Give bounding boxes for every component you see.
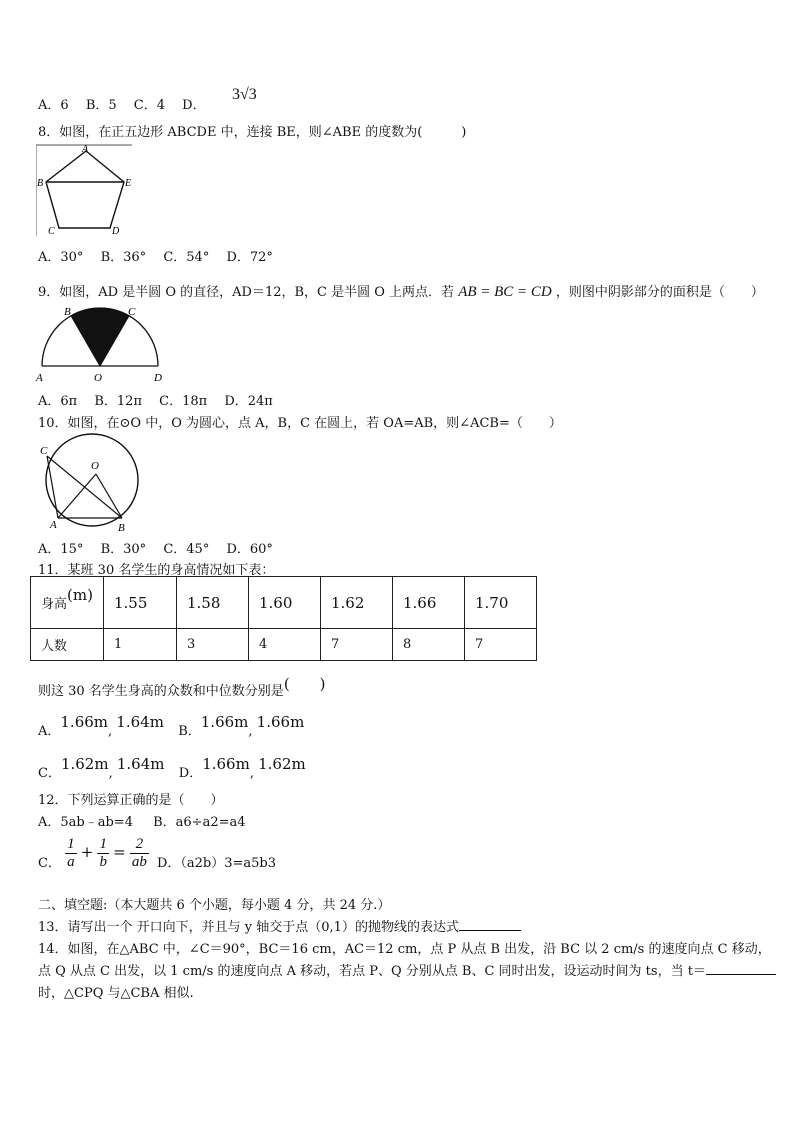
q11-height-cell: 1.55 [104,577,177,629]
q11-option-a-mode: 1.66m [60,713,109,731]
q9-label-o: O [94,372,102,384]
q12-fraction-2-denominator: b [99,854,107,870]
q10-options [38,538,273,557]
q8-pentagon-figure [36,144,136,236]
q8-option-c: C．54° [163,250,210,265]
q12-plus-sign: + [80,843,94,861]
q14-line-3: 时，△CPQ 与△CBA 相似. [38,986,194,1001]
q7-option-a: A．6 [38,98,69,113]
q8-option-d: D．72° [226,250,273,265]
q9-label-b: B [64,306,71,318]
q12-option-c-letter: C． [38,856,61,871]
q10-label-a: A [50,519,57,531]
q13-question [38,916,521,935]
q8-label-b: B [37,178,44,189]
q11-question [38,675,326,700]
q11-options-row1: A．1.66m, 1.64m B．1.66m, 1.66m [38,713,305,739]
q7-option-d: D． [182,98,206,113]
q9-stem-post: ，则图中阴影部分的面积是（ ） [555,285,764,300]
q9-option-d: D．24π [224,394,273,409]
q12-fraction-3-denominator: ab [131,854,147,870]
q11-options-row2: C．1.62m, 1.64m D．1.66m, 1.62m [38,755,306,781]
q9-shaded-sector [71,308,129,366]
q7-options [38,94,206,113]
q11-option-a-letter: A． [38,724,61,739]
q9-label-d: D [154,372,162,384]
q11-height-cell: 1.62 [321,577,393,629]
q10-option-d: D．60° [226,542,273,557]
q10-label-b: B [118,522,125,534]
q14-answer-blank[interactable] [706,961,776,975]
q8-label-d: D [112,226,120,236]
q12-fraction-1 [65,836,77,871]
q10-option-a: A．15° [38,542,84,557]
q8-label-c: C [48,226,55,236]
q8-label-a: A [82,144,89,155]
q14-line-1: 14．如图，在△ABC 中，∠C＝90°，BC＝16 cm，AC＝12 cm，点 P 从点 B 出发，沿 BC 以 2 cm/s 的速度向点 C 移动， [38,942,771,957]
q10-circle [46,434,138,526]
q9-label-c: C [128,306,136,318]
q8-option-b: B．36° [100,250,147,265]
q14-line-2 [38,960,776,979]
q9-label-a: A [36,372,43,384]
q10-option-c: C．45° [163,542,210,557]
q9-options [38,390,273,409]
q8-stem: 8．如图，在正五边形 ABCDE 中，连接 BE，则∠ABE 的度数为( ) [38,125,467,140]
q13-answer-blank[interactable] [459,917,521,931]
q12-fraction-2-numerator: 1 [99,836,107,852]
q11-option-b-median: 1.66m [256,713,305,731]
q11-option-d-mode: 1.66m [202,755,250,773]
q11-height-table [30,576,537,661]
q10-option-b: B．30° [100,542,147,557]
q11-option-c-mode: 1.62m [60,755,109,773]
q14-line-2-text: 点 Q 从点 C 出发，以 1 cm/s 的速度向点 A 移动，若点 P、Q 分别从点 B、C 同时出发，设运动时间为 ts，当 t＝ [38,964,706,979]
q12-options-row2 [38,836,276,871]
q12-fraction-3 [130,836,149,871]
q11-height-cell: 1.70 [465,577,537,629]
q8-options [38,246,273,265]
section-2-heading: 二、填空题:（本大题共 6 个小题，每小题 4 分，共 24 分.） [38,898,391,913]
q12-fraction-2 [97,836,109,871]
q8-option-a: A．30° [38,250,84,265]
q11-height-cell: 1.60 [249,577,321,629]
q12-option-d: D．（a2b）3=a5b3 [156,856,276,871]
q12-fraction-3-numerator: 2 [130,836,149,854]
q11-count-cell: 4 [249,629,321,661]
q9-option-a: A．6π [38,394,78,409]
q11-count-cell: 7 [321,629,393,661]
q12-option-b: B．a6÷a2=a4 [153,815,246,830]
q11-option-b-mode: 1.66m [200,713,249,731]
q12-fraction-1-numerator: 1 [67,836,75,852]
q9-option-c: C．18π [159,394,208,409]
q11-height-cell: 1.66 [393,577,465,629]
q7-option-c: C．4 [133,98,165,113]
q10-label-o: O [91,460,99,472]
q10-circle-figure [36,432,148,534]
q9-stem [38,281,764,301]
q11-option-d-letter: D． [178,766,203,781]
q11-question-text: 则这 30 名学生身高的众数和中位数分别是 [38,684,284,699]
q11-height-label: 身高 [41,597,68,612]
q10-label-c: C [40,445,48,457]
q10-stem: 10．如图，在⊙O 中，O 为圆心，点 A，B，C 在圆上，若 OA=AB，则∠ACB=（ ） [38,416,562,431]
q11-option-b-letter: B． [178,724,201,739]
q11-count-cell: 7 [465,629,537,661]
q7-option-b: B．5 [85,98,117,113]
q12-fraction-1-denominator: a [67,854,75,870]
q11-count-cell: 3 [177,629,249,661]
q11-count-cell: 8 [393,629,465,661]
q11-question-paren: ( ) [283,675,326,693]
q9-option-b: B．12π [94,394,142,409]
q11-height-cell: 1.58 [177,577,249,629]
q11-option-a-median: 1.64m [116,713,164,731]
q11-count-cell: 1 [104,629,177,661]
q9-stem-math: AB = BC = CD [458,284,552,300]
q11-row-label-height [31,577,104,629]
q11-stem: 11．某班 30 名学生的身高情况如下表： [38,563,275,578]
table-row [31,629,537,661]
q11-height-unit: (m) [67,586,93,604]
q11-option-c-median: 1.64m [116,755,165,773]
q12-option-a: A．5ab﹣ab=4 [38,815,133,830]
q12-stem: 12．下列运算正确的是（ ） [38,793,224,808]
q8-pentagon [46,151,124,228]
q8-label-e: E [125,178,132,189]
q12-options-row1 [38,811,246,830]
q9-stem-pre: 9．如图，AD 是半圆 O 的直径，AD＝12，B，C 是半圆 O 上两点．若 [38,285,455,300]
q12-equals-sign: = [113,843,126,861]
q13-text: 13．请写出一个 开口向下，并且与 y 轴交于点（0,1）的抛物线的表达式 [38,920,459,935]
q7-option-d-value: 3√3 [232,86,257,103]
q11-row-label-count: 人数 [31,629,104,661]
q11-option-c-letter: C． [38,766,61,781]
q11-option-d-median: 1.62m [258,755,306,773]
q9-semicircle-figure [34,303,168,385]
table-row [31,577,537,629]
